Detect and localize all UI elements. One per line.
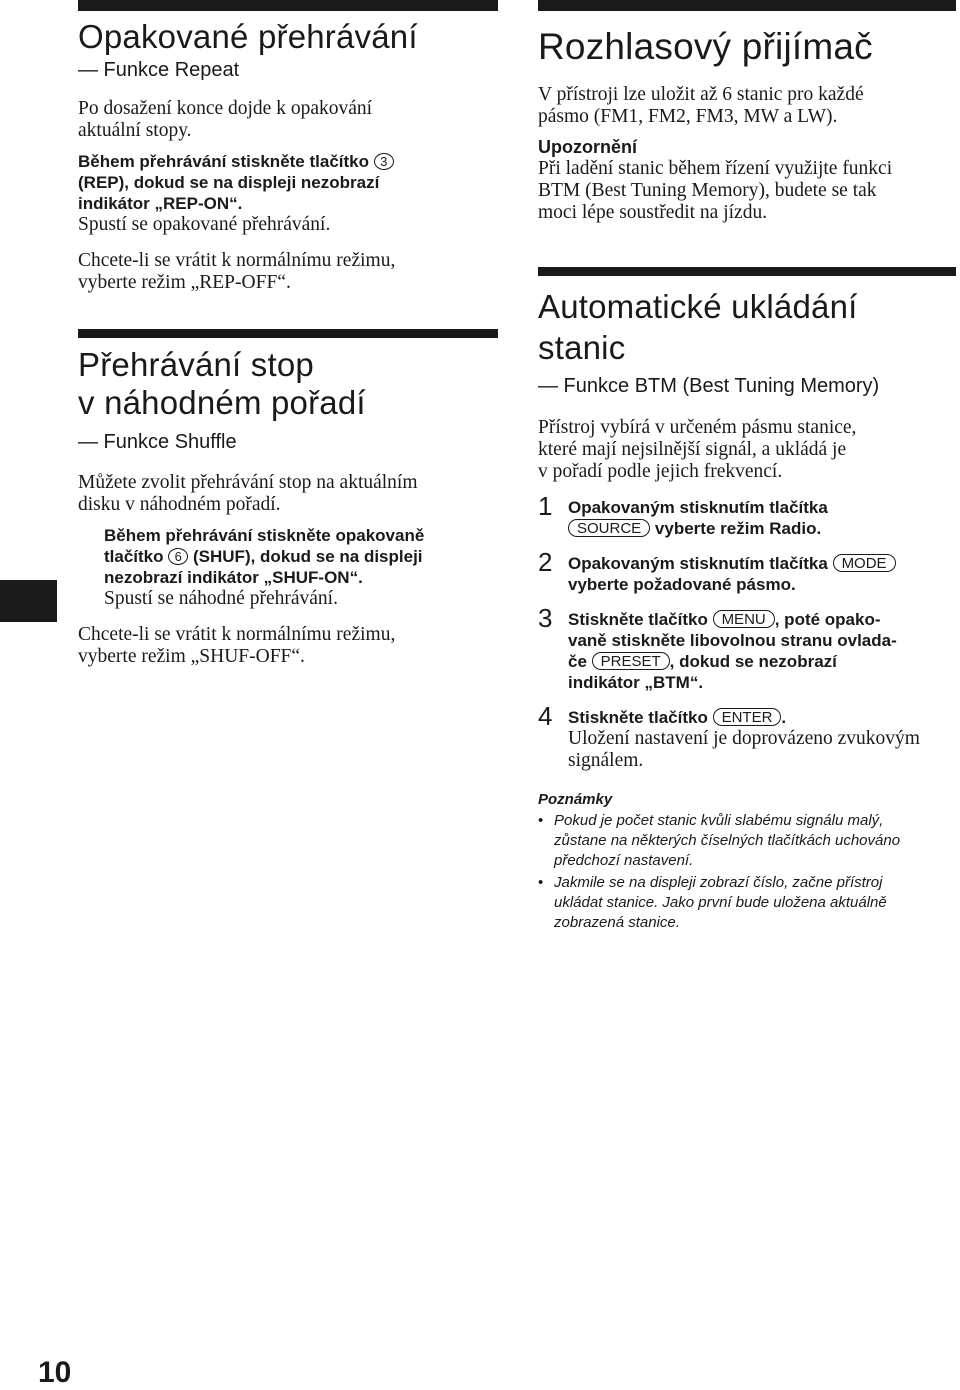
- btm-section: [538, 286, 956, 933]
- step-number: 2: [538, 547, 553, 577]
- page-number: 10: [38, 1356, 72, 1389]
- section-tab-marker: [0, 580, 57, 622]
- step-3: 3 Stiskněte tlačítko MENU , poté opako- vaně stiskněte libovolnou stranu ovlada- če PRESET , dokud se nezobrazí indikátor „BTM“.: [538, 603, 897, 692]
- section-rule: [538, 0, 956, 11]
- note-item: • Jakmile se na displeji zobrazí číslo, začne přístroj ukládat stanice. Jako první bude uložena aktuálně zobrazená stanice.: [538, 873, 956, 933]
- repeat-intro: Po dosažení konce dojde k opakování aktuální stopy.: [78, 98, 373, 141]
- repeat-result: Spustí se opakované přehrávání.: [78, 214, 331, 235]
- shuffle-intro: Můžete zvolit přehrávání stop na aktuálním disku v náhodném pořadí.: [78, 472, 418, 515]
- section-rule: [78, 329, 498, 338]
- source-key: SOURCE: [568, 519, 650, 537]
- mode-key: MODE: [833, 554, 896, 572]
- step-number: 1: [538, 491, 553, 521]
- radio-intro: V přístroji lze uložit až 6 stanic pro každé pásmo (FM1, FM2, FM3, MW a LW).: [538, 84, 864, 127]
- notes-title: Poznámky: [538, 791, 613, 808]
- step-4-note: Uložení nastavení je doprovázeno zvukovým signálem.: [568, 728, 920, 771]
- right-column: [538, 0, 956, 933]
- shuffle-key-6: 6: [168, 548, 188, 565]
- repeat-key-3: 3: [374, 153, 394, 170]
- section-rule: [78, 0, 498, 11]
- caution-text: Při ladění stanic během řízení využijte funkci BTM (Best Tuning Memory), budete se tak moci lépe soustředit na jízdu.: [538, 158, 893, 223]
- section-rule: [538, 267, 956, 276]
- shuffle-instruction: Během přehrávání stiskněte opakovaně tlačítko 6 (SHUF), dokud se na displeji nezobrazí indikátor „SHUF-ON“.: [104, 526, 425, 587]
- shuffle-section: [78, 346, 498, 668]
- radio-title: Rozhlasový přijímač: [538, 26, 873, 67]
- repeat-subtitle: — Funkce Repeat: [78, 59, 240, 81]
- btm-title: Automatické ukládání stanic: [538, 288, 858, 366]
- btm-intro: Přístroj vybírá v určeném pásmu stanice, které mají nejsilnější signál, a ukládá je v pořadí podle jejich frekvencí.: [538, 417, 857, 482]
- step-1: 1 Opakovaným stisknutím tlačítka SOURCE vyberte režim Radio.: [538, 491, 828, 538]
- repeat-title: Opakované přehrávání: [78, 18, 418, 55]
- preset-key: PRESET: [592, 652, 670, 670]
- step-number: 3: [538, 603, 553, 633]
- shuffle-subtitle: — Funkce Shuffle: [78, 431, 237, 453]
- repeat-revert: Chcete-li se vrátit k normálnímu režimu, vyberte režim „REP-OFF“.: [78, 250, 396, 293]
- shuffle-title: Přehrávání stop v náhodném pořadí: [78, 346, 366, 421]
- left-column: [78, 0, 498, 668]
- step-number: 4: [538, 701, 553, 731]
- note-item: • Pokud je počet stanic kvůli slabému signálu malý, zůstane na některých číselných tlačítkách uchováno předchozí nastavení.: [538, 811, 956, 871]
- shuffle-revert: Chcete-li se vrátit k normálnímu režimu, vyberte režim „SHUF-OFF“.: [78, 624, 396, 667]
- shuffle-result: Spustí se náhodné přehrávání.: [104, 588, 338, 609]
- btm-subtitle: — Funkce BTM (Best Tuning Memory): [538, 375, 880, 397]
- repeat-section: [78, 18, 498, 294]
- menu-key: MENU: [713, 610, 775, 628]
- caution-title: Upozornění: [538, 137, 637, 157]
- step-2: 2 Opakovaným stisknutím tlačítka MODE vyberte požadované pásmo.: [538, 553, 956, 595]
- radio-section: [538, 26, 956, 224]
- step-4: 4 Stiskněte tlačítko ENTER . Uložení nastavení je doprovázeno zvukovým signálem.: [538, 707, 956, 772]
- enter-key: ENTER: [713, 708, 782, 726]
- repeat-instruction: Během přehrávání stiskněte tlačítko 3 (REP), dokud se na displeji nezobrazí indikátor „REP-ON“.: [78, 151, 498, 214]
